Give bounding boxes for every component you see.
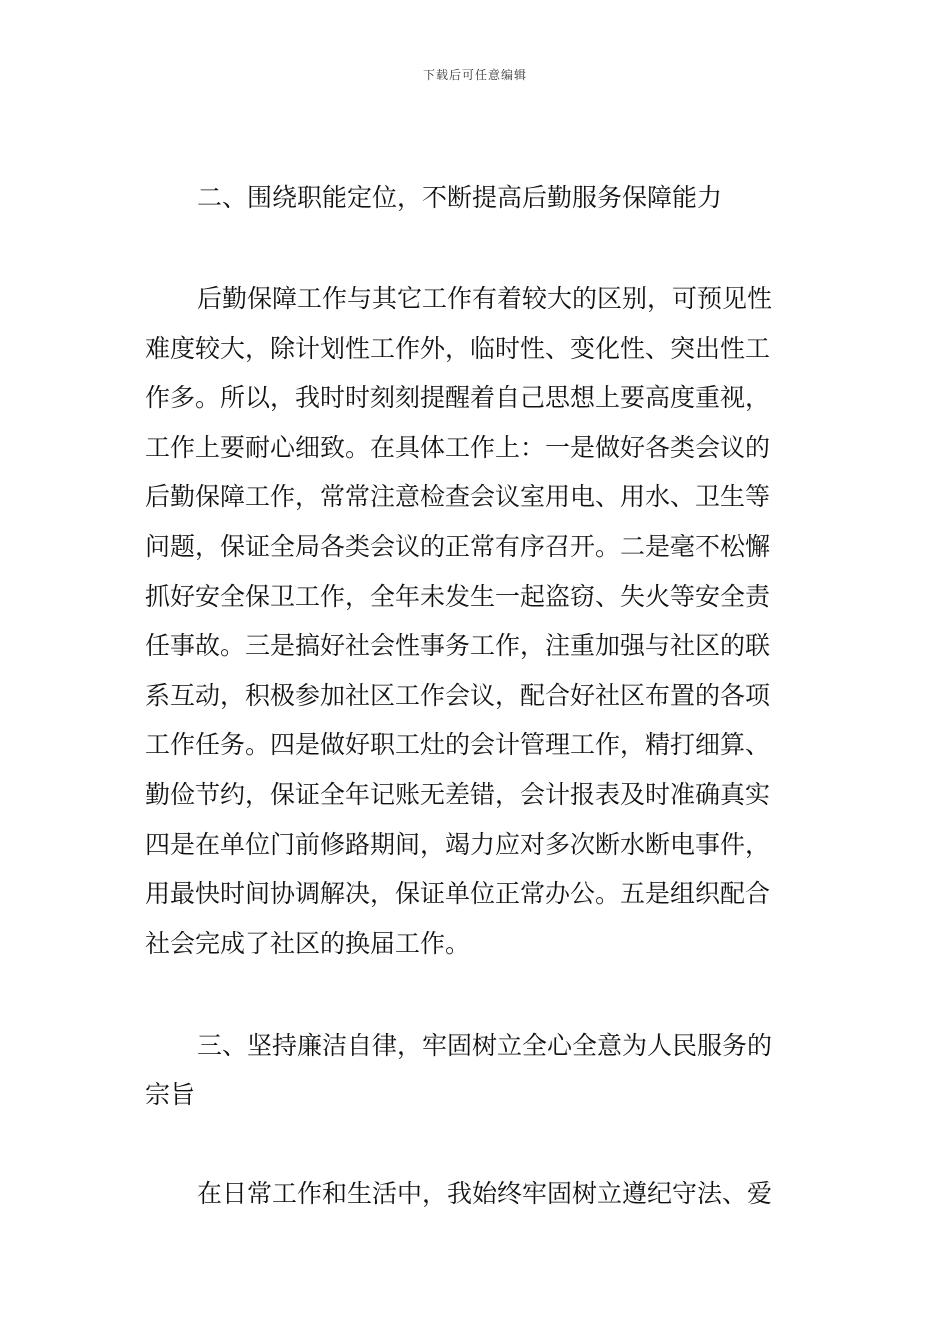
heading-line: 三、坚持廉洁自律，牢固树立全心全意为人民服务的 xyxy=(197,1031,773,1060)
paragraph-line: 工作任务。四是做好职工灶的会计管理工作，精打细算、 xyxy=(145,730,771,760)
paragraph-line: 在日常工作和生活中，我始终牢固树立遵纪守法、爱 xyxy=(197,1179,773,1208)
paragraph-line: 用最快时间协调解决，保证单位正常办公。五是组织配合 xyxy=(145,879,771,909)
page-header-note: 下载后可任意编辑 xyxy=(422,68,527,82)
paragraph-line: 抓好安全保卫工作，全年未发生一起盗窃、失火等安全责 xyxy=(145,581,771,611)
paragraph-line: 后勤保障工作与其它工作有着较大的区别，可预见性 xyxy=(197,284,773,313)
paragraph-line: 后勤保障工作，常常注意检查会议室用电、用水、卫生等 xyxy=(145,482,771,512)
paragraph-line: 任事故。三是搞好社会性事务工作，注重加强与社区的联 xyxy=(145,631,771,661)
paragraph-line: 社会完成了社区的换届工作。 xyxy=(145,928,471,958)
section-two-paragraph xyxy=(145,274,810,968)
paragraph-line: 系互动，积极参加社区工作会议，配合好社区布置的各项 xyxy=(145,680,771,710)
heading-line: 宗旨 xyxy=(145,1080,196,1109)
section-two-heading xyxy=(145,173,810,222)
paragraph-line: 难度较大，除计划性工作外，临时性、变化性、突出性工 xyxy=(145,333,771,363)
paragraph-line: 工作上要耐心细致。在具体工作上：一是做好各类会议的 xyxy=(145,432,771,462)
paragraph-line: 勤俭节约，保证全年记账无差错，会计报表及时准确真实 xyxy=(145,779,771,809)
paragraph-line: 作多。所以，我时时刻刻提醒着自己思想上要高度重视， xyxy=(145,383,771,413)
heading-line: 二、围绕职能定位，不断提高后勤服务保障能力 xyxy=(197,183,723,212)
paragraph-line: 问题，保证全局各类会议的正常有序召开。二是毫不松懈 xyxy=(145,531,771,561)
section-three-paragraph xyxy=(145,1169,810,1219)
section-three-heading xyxy=(145,1021,810,1119)
paragraph-line: 四是在单位门前修路期间，竭力应对多次断水断电事件， xyxy=(145,829,771,859)
